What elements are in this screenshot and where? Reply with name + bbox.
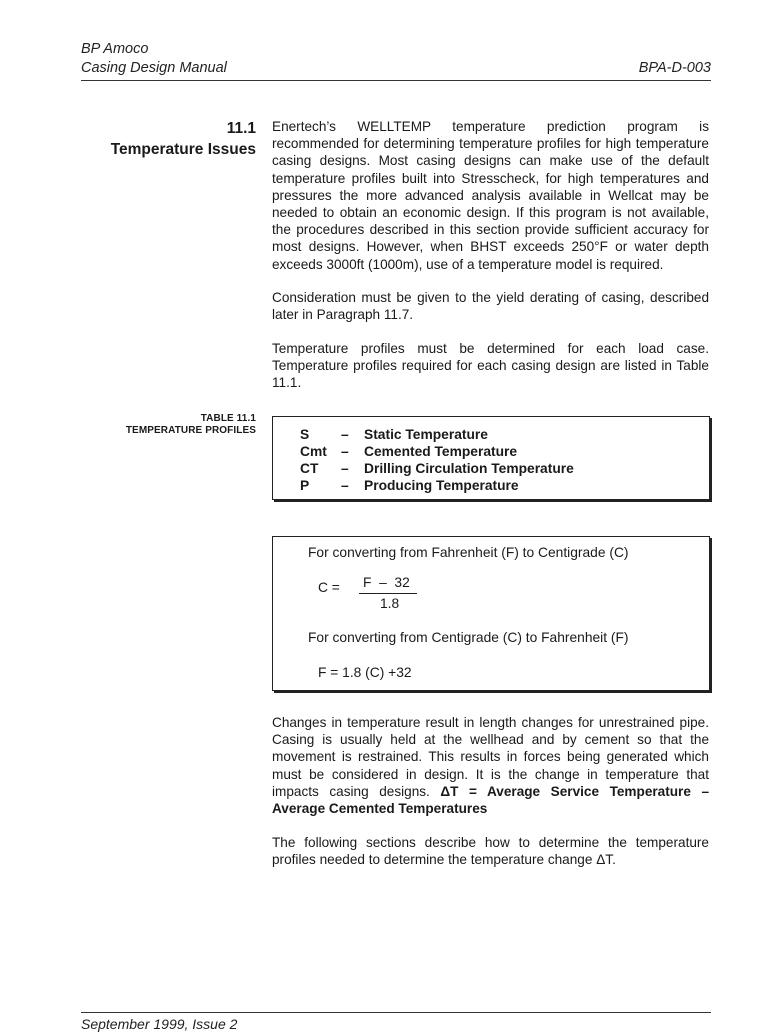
- f-formula: F = 1.8 (C) +32: [318, 665, 412, 680]
- fraction-numerator: F – 32: [363, 575, 410, 590]
- header-manual-title: Casing Design Manual: [81, 60, 227, 76]
- table-caption-number: TABLE 11.1: [200, 413, 256, 424]
- fraction-bar: [359, 593, 417, 594]
- profile-code: Cmt: [300, 444, 327, 459]
- profile-dash: –: [341, 478, 349, 493]
- header-rule: [81, 80, 711, 81]
- profile-dash: –: [341, 461, 349, 476]
- profile-label: Producing Temperature: [364, 478, 519, 493]
- profile-label: Static Temperature: [364, 427, 488, 442]
- table-caption-title: TEMPERATURE PROFILES: [125, 425, 256, 436]
- temperature-conversion-box: [272, 536, 710, 691]
- paragraph-temperature-profiles: Temperature profiles must be determined for each load case. Temperature profiles required for each casing design are listed in Table 11.1.: [272, 341, 709, 391]
- fraction-denominator: 1.8: [380, 596, 400, 611]
- profile-dash: –: [341, 427, 349, 442]
- delta-t-definition: ΔT = Average Service Temperature – Average Cemented Temperatures: [272, 783, 710, 817]
- footer-rule: [81, 1012, 711, 1013]
- profile-code: P: [300, 478, 310, 493]
- temperature-profiles-table: [272, 416, 710, 500]
- section-number: 11.1: [226, 120, 256, 137]
- header-document-id: BPA-D-003: [638, 60, 711, 76]
- profile-code: S: [300, 427, 310, 442]
- profile-label: Cemented Temperature: [364, 444, 518, 459]
- f-to-c-heading: For converting from Fahrenheit (F) to Centigrade (C): [308, 545, 629, 560]
- c-equals-label: C =: [318, 580, 340, 595]
- profile-dash: –: [341, 444, 349, 459]
- paragraph-welltemp: Enertech’s WELLTEMP temperature prediction program is recommended for determining temperature profiles for high temperature casing designs. Most casing designs can make use of the default temperature profiles built into Stresscheck, for high temperatures and pressures the more advanced analysis available in Wellcat may be needed to obtain an economic design. If this program is not available, the procedures described in this section provide sufficient accuracy for most designs. However, when BHST exceeds 250°F or water depth exceeds 3000ft (1000m), use of a temperature model is required.: [272, 119, 709, 272]
- paragraph-yield-derating: Consideration must be given to the yield derating of casing, described later in Paragraph 11.7.: [272, 290, 709, 323]
- profile-label: Drilling Circulation Temperature: [364, 461, 574, 476]
- paragraph-text: Changes in temperature result in length changes for unrestrained pipe. Casing is usually held at the wellhead and by cement so that the movement is restrained. This results in forces being generated which must be considered in design. It is the change in temperature that impacts casing designs.: [272, 715, 709, 799]
- c-to-f-heading: For converting from Centigrade (C) to Fahrenheit (F): [308, 630, 629, 645]
- paragraph-length-changes: [272, 714, 709, 817]
- paragraph-following-sections: The following sections describe how to determine the temperature profiles needed to determine the temperature change ΔT.: [272, 835, 709, 868]
- section-title: Temperature Issues: [110, 141, 256, 158]
- profile-code: CT: [300, 461, 319, 476]
- footer-date: September 1999, Issue 2: [81, 1016, 238, 1032]
- header-company: BP Amoco: [81, 41, 149, 57]
